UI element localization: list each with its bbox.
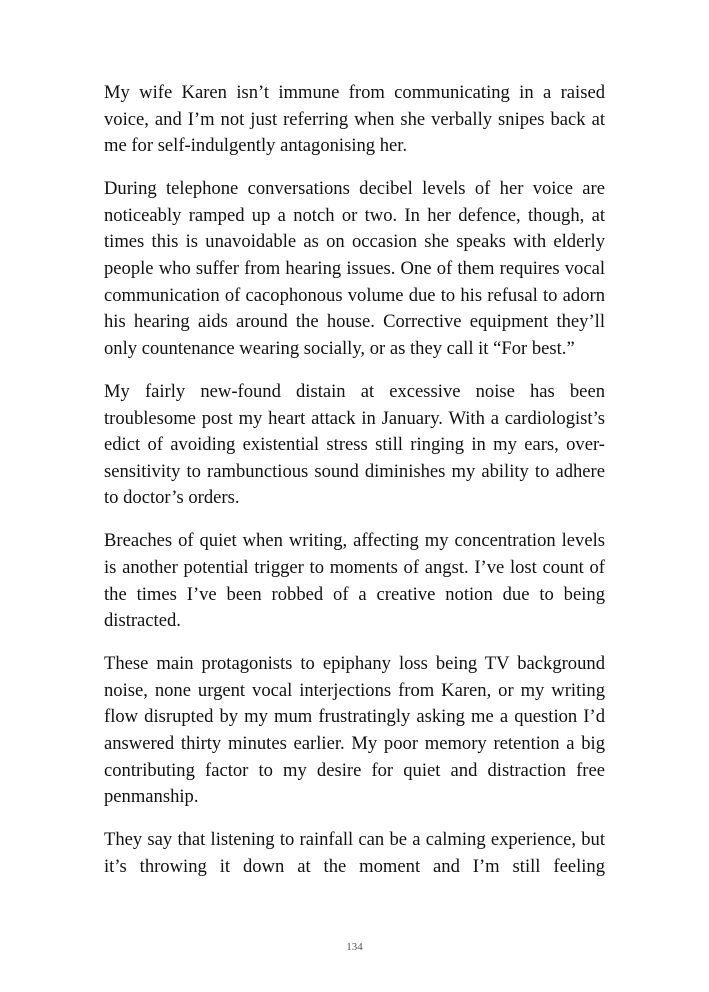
paragraph-2: During telephone conversations decibel levels of her voice are noticeably ramped up a notch or two. In her defence, though, at times this is unavoidable as on occasion she speaks with elderly people who suffer from hearing issues. One of them requires vocal communication of cacophonous volume due to his refusal to adorn his hearing aids around the house. Corrective equipment they’ll only countenance wearing socially, or as they call it “For best.” (104, 178, 605, 359)
paragraph-6: They say that listening to rainfall can be a calming experience, but it’s throwing it down at the moment and I’m still feeling (104, 829, 605, 877)
paragraph-3: My fairly new-found distain at excessive noise has been troublesome post my heart attack in January. With a cardiologist’s edict of avoiding existential stress still ringing in my ears, over-sensitivity to rambunctious sound diminishes my ability to adhere to doctor’s orders. (104, 380, 605, 509)
body-text (104, 80, 605, 881)
paragraph-4: Breaches of quiet when writing, affecting my concentration levels is another potential trigger to moments of angst. I’ve lost count of the times I’ve been robbed of a creative notion due to being distracted. (104, 530, 605, 632)
paragraph-5: These main protagonists to epiphany loss being TV background noise, none urgent vocal interjections from Karen, or my writing flow disrupted by my mum frustratingly asking me a question I’d answered thirty minutes earlier. My poor memory retention a big contributing factor to my desire for quiet and distraction free penmanship. (104, 653, 605, 808)
page-number: 134 (346, 941, 363, 953)
paragraph-1: My wife Karen isn’t immune from communicating in a raised voice, and I’m not just referring when she verbally snipes back at me for self-indulgently antagonising her. (104, 82, 605, 157)
